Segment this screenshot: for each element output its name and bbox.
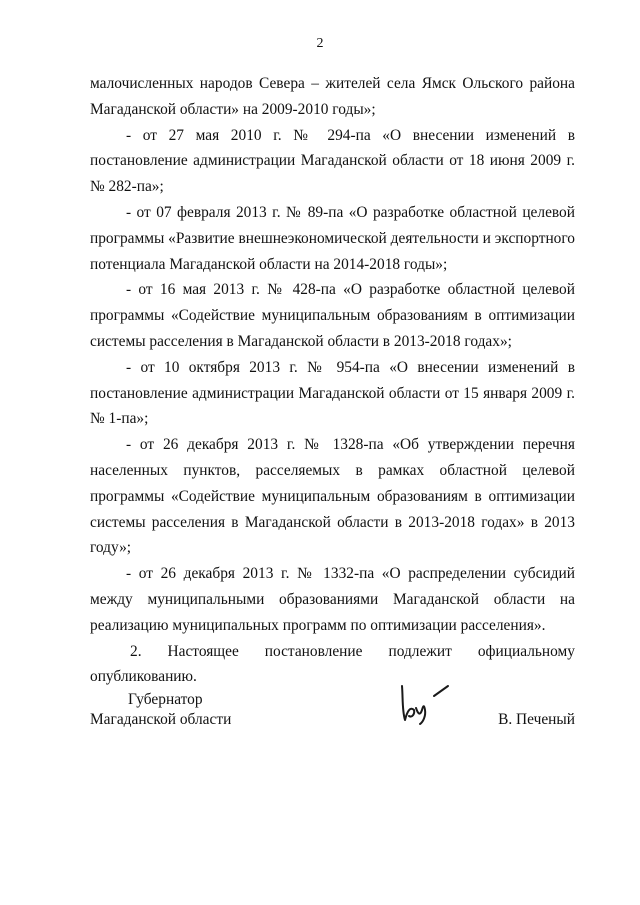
clause-word: подлежит — [388, 642, 452, 660]
final-clause-tail: опубликованию. — [90, 668, 197, 686]
signatory-title: Губернатор — [128, 691, 203, 708]
paragraph-continuation: малочисленных народов Севера – жителей села Ямск Ольского района Магаданской области» на 2009-2010 годы»; — [90, 75, 575, 118]
paragraph-item: - от 10 октября 2013 г. № 954-па «О внесении изменений в постановление администрации Магаданской области от 15 января 2009 г. № 1-па»; — [90, 358, 575, 428]
clause-word: Настоящее — [167, 642, 239, 660]
clause-word: постановление — [264, 642, 363, 660]
clause-number: 2. — [130, 642, 142, 660]
paragraph-item: - от 27 мая 2010 г. № 294-па «О внесении изменений в постановление администрации Магаданской области от 18 июня 2009 г. № 282-па»; — [90, 126, 575, 196]
signature-block — [90, 690, 575, 750]
final-clause — [90, 639, 575, 665]
paragraph-item: - от 26 декабря 2013 г. № 1332-па «О распределении субсидий между муниципальными образованиями Магаданской области на реализацию муниципальных программ по оптимизации расселения». — [90, 565, 575, 634]
page-number: 2 — [316, 36, 324, 51]
paragraph-item: - от 26 декабря 2013 г. № 1328-па «Об утверждении перечня населенных пунктов, расселяемых в рамках областной целевой программы «Содействие муниципальным образованиям в оптимизации системы расселения в Магаданской области в 2013-2018 годах» в 2013 году»; — [90, 436, 575, 557]
signatory-name: В. Печеный — [498, 711, 575, 728]
document-body — [90, 71, 575, 690]
signatory-region: Магаданской области — [90, 711, 232, 728]
paragraph-item: - от 16 мая 2013 г. № 428-па «О разработке областной целевой программы «Содействие муниципальным образованиям в оптимизации системы расселения в Магаданской области в 2013-2018 годах»; — [90, 281, 575, 350]
clause-word: официальному — [477, 642, 575, 660]
handwritten-signature — [396, 680, 456, 730]
paragraph-item: - от 07 февраля 2013 г. № 89-па «О разработке областной целевой программы «Развитие внешнеэкономической деятельности и экспортного потенциала Магаданской области на 2014-2018 годы»; — [90, 203, 575, 273]
